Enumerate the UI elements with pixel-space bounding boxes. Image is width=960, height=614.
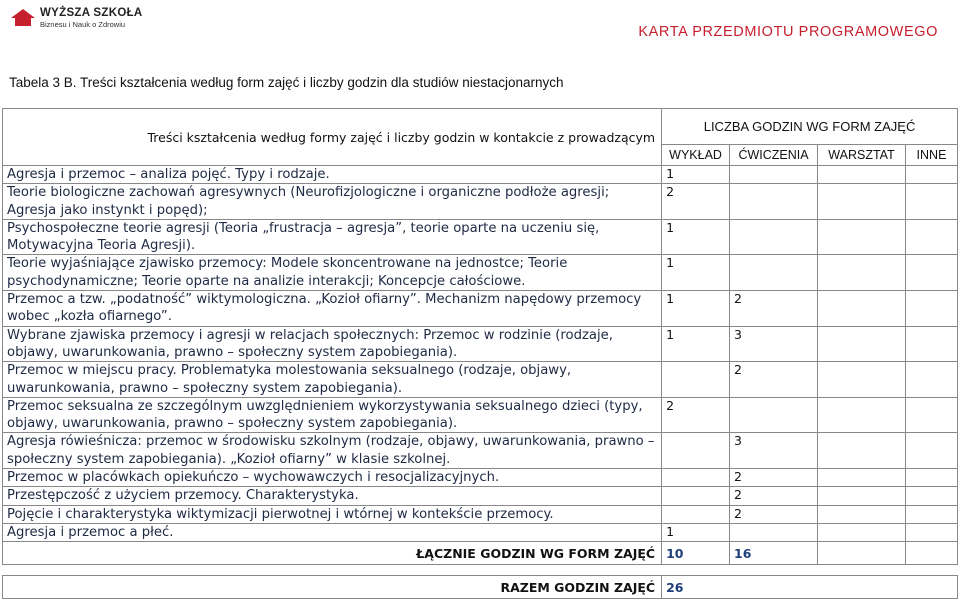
wyklad-hours: 1: [662, 219, 730, 255]
cwiczenia-hours: [730, 184, 818, 220]
topic-cell: Przemoc w placówkach opiekuńczo – wychowawczych i resocjalizacyjnych.: [3, 469, 662, 487]
total-cwiczenia: 16: [730, 542, 818, 565]
topic-cell: Przemoc w miejscu pracy. Problematyka molestowania seksualnego (rodzaje, objawy, uwarunkowania, prawno – społeczny system zapobiegania).: [3, 362, 662, 398]
wyklad-hours: 1: [662, 523, 730, 541]
document-type: KARTA PRZEDMIOTU PROGRAMOWEGO: [638, 24, 938, 40]
inne-hours: [905, 433, 957, 469]
topic-cell: Pojęcie i charakterystyka wiktymizacji pierwotnej i wtórnej w kontekście przemocy.: [3, 505, 662, 523]
cwiczenia-hours: 2: [730, 505, 818, 523]
column-inne: INNE: [905, 144, 957, 165]
warsztat-hours: [818, 433, 906, 469]
table-row: [3, 469, 958, 487]
logo-line1: WYŻSZA SZKOŁA: [40, 7, 143, 19]
graduation-cap-icon: [10, 6, 36, 32]
cwiczenia-hours: 2: [730, 291, 818, 327]
warsztat-hours: [818, 362, 906, 398]
total-row: [3, 542, 958, 565]
cwiczenia-hours: 2: [730, 362, 818, 398]
table-caption: Tabela 3 B. Treści kształcenia według form zajęć i liczby godzin dla studiów niestacjonarnych: [9, 75, 564, 90]
inne-hours: [905, 291, 957, 327]
table-row: [3, 184, 958, 220]
cwiczenia-hours: [730, 255, 818, 291]
topic-cell: Wybrane zjawiska przemocy i agresji w relacjach społecznych: Przemoc w rodzinie (rodzaje, objawy, uwarunkowania, prawno – społeczny system zapobiegania).: [3, 326, 662, 362]
warsztat-hours: [818, 219, 906, 255]
total-inne: [905, 542, 957, 565]
warsztat-hours: [818, 326, 906, 362]
topic-cell: Psychospołeczne teorie agresji (Teoria „frustracja – agresja”, teorie oparte na uczeniu się, Motywacyjna Teoria Agresji).: [3, 219, 662, 255]
content-table: [2, 108, 958, 599]
grand-total-label: RAZEM GODZIN ZAJĘĆ: [3, 576, 662, 599]
wyklad-hours: 2: [662, 184, 730, 220]
topic-cell: Teorie biologiczne zachowań agresywnych (Neurofizjologiczne i organiczne podłoże agresji; Agresja jako instynkt i popęd);: [3, 184, 662, 220]
table-row: [3, 523, 958, 541]
inne-hours: [905, 505, 957, 523]
inne-hours: [905, 219, 957, 255]
wyklad-hours: 1: [662, 326, 730, 362]
cwiczenia-hours: 3: [730, 433, 818, 469]
wyklad-hours: 1: [662, 291, 730, 327]
total-wyklad: 10: [662, 542, 730, 565]
cwiczenia-hours: [730, 523, 818, 541]
cwiczenia-hours: [730, 219, 818, 255]
warsztat-hours: [818, 523, 906, 541]
table-row: [3, 291, 958, 327]
wyklad-hours: [662, 487, 730, 505]
school-logo: [10, 4, 143, 34]
warsztat-hours: [818, 487, 906, 505]
topic-cell: Przemoc seksualna ze szczególnym uwzględnieniem wykorzystywania seksualnego dzieci (typy, objawy, uwarunkowania, prawno – społeczny system zapobiegania).: [3, 397, 662, 433]
wyklad-hours: 1: [662, 166, 730, 184]
cwiczenia-hours: 3: [730, 326, 818, 362]
warsztat-hours: [818, 255, 906, 291]
table-row: [3, 433, 958, 469]
inne-hours: [905, 362, 957, 398]
spacer-row: [3, 565, 958, 576]
topic-cell: Teorie wyjaśniające zjawisko przemocy: Modele skoncentrowane na jednostce; Teorie psychodynamiczne; Teorie oparte na analizie interakcji; Koncepcje całościowe.: [3, 255, 662, 291]
logo-line2: Biznesu i Nauk o Zdrowiu: [40, 20, 126, 29]
table-row: [3, 487, 958, 505]
grand-total-row: [3, 576, 958, 599]
warsztat-hours: [818, 397, 906, 433]
column-warsztat: WARSZTAT: [818, 144, 906, 165]
inne-hours: [905, 397, 957, 433]
warsztat-hours: [818, 291, 906, 327]
cwiczenia-hours: [730, 166, 818, 184]
hours-group-header: LICZBA GODZIN WG FORM ZAJĘĆ: [662, 109, 958, 145]
inne-hours: [905, 166, 957, 184]
wyklad-hours: [662, 505, 730, 523]
wyklad-hours: [662, 469, 730, 487]
inne-hours: [905, 469, 957, 487]
inne-hours: [905, 255, 957, 291]
grand-total-value: 26: [662, 576, 958, 599]
wyklad-hours: 1: [662, 255, 730, 291]
table-row: [3, 505, 958, 523]
cwiczenia-hours: 2: [730, 469, 818, 487]
wyklad-hours: [662, 433, 730, 469]
topic-cell: Agresja i przemoc a płeć.: [3, 523, 662, 541]
table-row: [3, 219, 958, 255]
column-cwiczenia: ĆWICZENIA: [730, 144, 818, 165]
cwiczenia-hours: 2: [730, 487, 818, 505]
topic-cell: Przemoc a tzw. „podatność” wiktymologiczna. „Kozioł ofiarny”. Mechanizm napędowy przemocy wobec „kozła ofiarnego”.: [3, 291, 662, 327]
total-label: ŁĄCZNIE GODZIN WG FORM ZAJĘĆ: [3, 542, 662, 565]
warsztat-hours: [818, 184, 906, 220]
table-row: [3, 397, 958, 433]
topic-cell: Przestępczość z użyciem przemocy. Charakterystyka.: [3, 487, 662, 505]
table-row: [3, 255, 958, 291]
table-title: Treści kształcenia według formy zajęć i liczby godzin w kontakcie z prowadzącym: [3, 109, 662, 166]
column-wyklad: WYKŁAD: [662, 144, 730, 165]
table-row: [3, 326, 958, 362]
topic-cell: Agresja rówieśnicza: przemoc w środowisku szkolnym (rodzaje, objawy, uwarunkowania, prawno – społeczny system zapobiegania). „Kozioł ofiarny” w klasie szkolnej.: [3, 433, 662, 469]
table-row: [3, 362, 958, 398]
inne-hours: [905, 523, 957, 541]
inne-hours: [905, 184, 957, 220]
wyklad-hours: 2: [662, 397, 730, 433]
page-header: [0, 0, 960, 46]
warsztat-hours: [818, 166, 906, 184]
warsztat-hours: [818, 505, 906, 523]
cwiczenia-hours: [730, 397, 818, 433]
table-row: [3, 166, 958, 184]
inne-hours: [905, 487, 957, 505]
total-warsztat: [818, 542, 906, 565]
warsztat-hours: [818, 469, 906, 487]
wyklad-hours: [662, 362, 730, 398]
topic-cell: Agresja i przemoc – analiza pojęć. Typy i rodzaje.: [3, 166, 662, 184]
inne-hours: [905, 326, 957, 362]
